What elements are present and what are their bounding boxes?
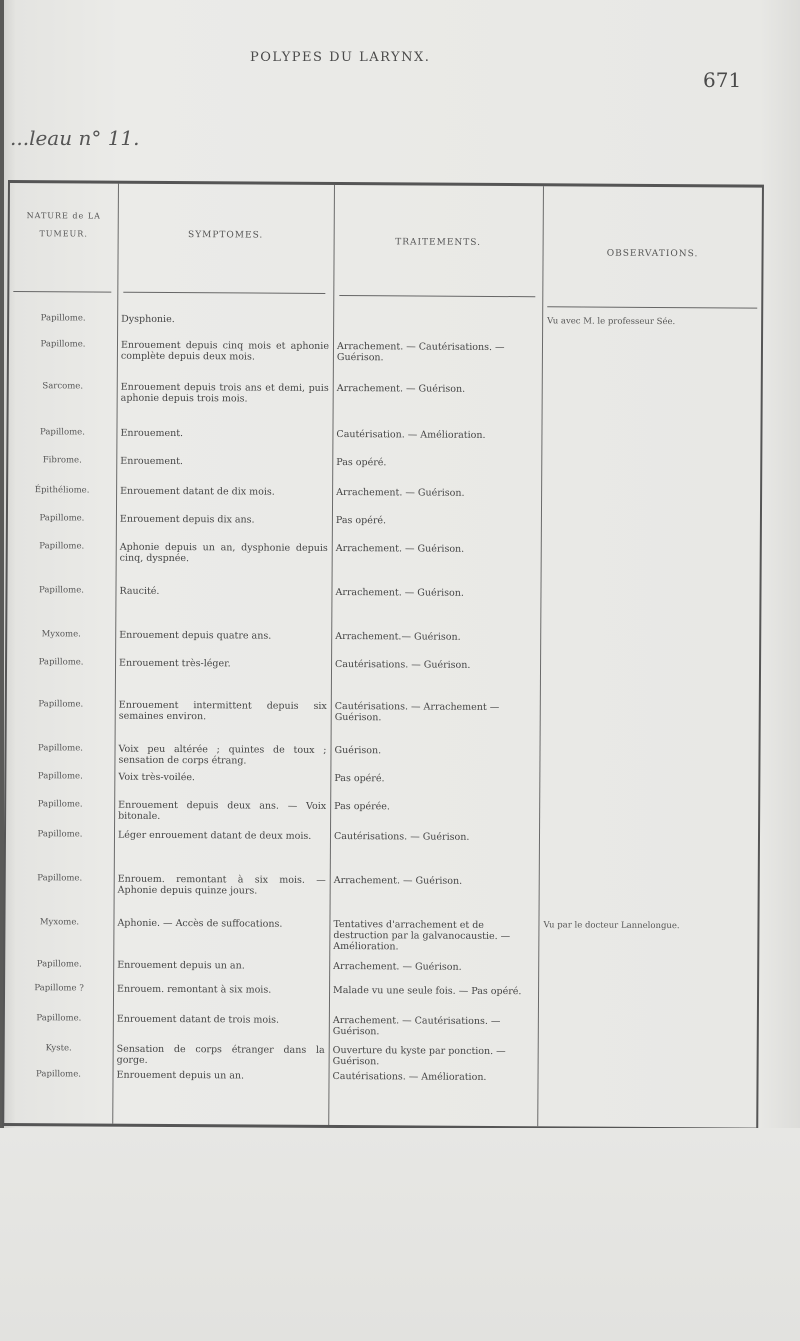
- table-cell-traitements: [337, 315, 537, 316]
- column-header-observations: OBSERVATIONS.: [606, 248, 699, 260]
- table-cell-observations: [543, 1046, 753, 1047]
- table-cell-observations: [545, 632, 755, 633]
- column-header-traitements: TRAITEMENTS.: [395, 237, 482, 248]
- header-rule: [339, 295, 535, 297]
- table-cell-traitements: Cautérisations. — Guérison.: [335, 659, 471, 671]
- table-cell-symptomes: Raucité.: [119, 585, 160, 597]
- table-cell-traitements: Cautérisations. — Arrachement — Guérison.: [334, 701, 500, 724]
- table-cell-symptomes: Aphonie depuis un an, dysphonie depuis cinq, dyspnée.: [119, 541, 328, 565]
- column-header-symptomes: SYMPTOMES.: [188, 230, 264, 241]
- column-divider: [537, 186, 544, 1126]
- table-cell-traitements: Malade vu une seule fois. — Pas opéré.: [333, 985, 522, 998]
- table-cell-traitements: Arrachement. — Guérison.: [336, 383, 466, 395]
- table-cell-nature: Papillome.: [39, 427, 85, 438]
- table-cell-observations: [545, 746, 755, 747]
- table-cell-traitements: Pas opéré.: [336, 457, 387, 469]
- table-cell-nature: Papillome ?: [34, 983, 84, 994]
- table-cell-nature: Papillome.: [39, 541, 85, 552]
- table-cell-traitements: Tentatives d'arrachement et de destruction par la galvanocaustie. — Amélioration.: [333, 919, 511, 953]
- table-cell-observations: [543, 1072, 753, 1073]
- table-cell-observations: [547, 342, 757, 343]
- table-cell-observations: [545, 702, 755, 703]
- data-table: [2, 180, 764, 1131]
- table-cell-traitements: Arrachement.— Guérison.: [335, 631, 461, 643]
- table-cell-symptomes: Enrouement depuis quatre ans.: [119, 629, 272, 642]
- table-cell-symptomes: Enrouem. remontant à six mois.: [117, 983, 272, 996]
- table-cell-observations: [546, 516, 756, 517]
- header-rule: [123, 292, 325, 294]
- table-cell-nature: Papillome.: [38, 743, 84, 754]
- table-cell-symptomes: Enrouement intermittent depuis six semaines environ.: [118, 699, 327, 723]
- table-cell-nature: Papillome.: [36, 959, 82, 970]
- table-cell-observations: [544, 832, 754, 833]
- table-cell-nature: Kyste.: [45, 1043, 72, 1054]
- table-cell-observations: [544, 876, 754, 877]
- table-cell-symptomes: Enrouement datant de trois mois.: [116, 1013, 280, 1026]
- table-cell-traitements: Guérison.: [334, 745, 382, 757]
- table-cell-symptomes: Voix peu altérée ; quintes de toux ; sensation de corps étrang.: [118, 743, 327, 767]
- table-cell-nature: Papillome.: [37, 829, 83, 840]
- header-rule: [13, 291, 111, 293]
- table-cell-observations: Vu avec M. le professeur Sée.: [547, 316, 676, 328]
- table-cell-nature: Myxome.: [39, 917, 80, 928]
- table-cell-symptomes: Enrouement.: [120, 427, 184, 440]
- table-cell-traitements: Arrachement. — Guérison.: [336, 487, 465, 499]
- table-cell-nature: Papillome.: [37, 771, 83, 782]
- table-cell-observations: [546, 488, 756, 489]
- table-cell-traitements: Cautérisations. — Guérison.: [333, 831, 470, 843]
- table-cell-traitements: Arrachement. — Guérison.: [335, 587, 464, 599]
- table-cell-symptomes: Enrouement depuis dix ans.: [119, 513, 255, 526]
- table-cell-nature: Papillome.: [37, 873, 83, 884]
- table-cell-nature: Papillome.: [40, 339, 86, 350]
- table-cell-observations: [543, 986, 753, 987]
- table-cell-nature: Papillome.: [36, 1013, 82, 1024]
- table-cell-symptomes: Sensation de corps étranger dans la gorge.: [116, 1043, 325, 1066]
- table-cell-nature: Papillome.: [37, 799, 83, 810]
- table-cell-symptomes: Enrouement très-léger.: [119, 657, 231, 670]
- table-cell-symptomes: Enrouem. remontant à six mois. — Aphonie depuis quinze jours.: [117, 873, 326, 897]
- table-cell-nature: Papillome.: [38, 699, 84, 710]
- table-cell-traitements: Ouverture du kyste par ponction. — Guérison.: [332, 1044, 506, 1068]
- table-cell-observations: [546, 588, 756, 589]
- table-cell-observations: [546, 430, 756, 431]
- page-number: 671: [703, 68, 742, 92]
- table-cell-traitements: Pas opérée.: [334, 801, 390, 813]
- table-cell-symptomes: Aphonie. — Accès de suffocations.: [117, 917, 283, 930]
- table-cell-traitements: Cautérisations. — Amélioration.: [332, 1070, 487, 1083]
- table-cell-nature: Sarcome.: [42, 381, 84, 392]
- table-cell-nature: Papillome.: [38, 657, 84, 668]
- table-cell-observations: [547, 384, 757, 385]
- table-caption: ...leau n° 11.: [10, 126, 140, 150]
- table-cell-nature: Papillome.: [38, 585, 84, 596]
- running-head: POLYPES DU LARYNX.: [250, 50, 431, 65]
- table-cell-traitements: Arrachement. — Guérison.: [335, 543, 465, 555]
- table-cell-symptomes: Enrouement depuis un an.: [117, 959, 245, 972]
- table-cell-observations: [546, 458, 756, 459]
- table-cell-observations: [543, 1016, 753, 1017]
- table-cell-traitements: Arrachement. — Guérison.: [333, 961, 462, 973]
- table-cell-traitements: Cautérisation. — Amélioration.: [336, 429, 486, 441]
- table-cell-symptomes: Léger enrouement datant de deux mois.: [117, 829, 312, 842]
- table-cell-nature: Myxome.: [41, 629, 81, 640]
- table-cell-observations: [545, 660, 755, 661]
- table-cell-symptomes: Dysphonie.: [121, 313, 175, 326]
- table-cell-observations: [546, 544, 756, 545]
- table-cell-traitements: Arrachement. — Guérison.: [333, 875, 463, 887]
- table-cell-nature: Papillome.: [36, 1069, 82, 1080]
- table-cell-observations: Vu par le docteur Lannelongue.: [543, 920, 680, 932]
- table-cell-symptomes: Enrouement depuis un an.: [116, 1069, 245, 1082]
- page-bottom-margin: [0, 1128, 800, 1341]
- table-cell-observations: [543, 962, 753, 963]
- table-cell-nature: Papillome.: [39, 513, 85, 524]
- column-header-nature: NATURE de LA TUMEUR.: [26, 211, 101, 239]
- table-cell-symptomes: Enrouement depuis cinq mois et aphonie complète depuis deux mois.: [120, 339, 330, 363]
- table-cell-traitements: Arrachement. — Cautérisations. — Guérison.: [332, 1015, 501, 1038]
- table-cell-observations: [544, 774, 754, 775]
- header-rule: [547, 306, 757, 308]
- table-cell-nature: Fibrome.: [42, 455, 82, 466]
- table-cell-traitements: Pas opéré.: [334, 773, 385, 785]
- table-cell-symptomes: Enrouement depuis deux ans. — Voix bitonale.: [118, 799, 327, 822]
- table-cell-nature: Épithéliome.: [34, 485, 90, 496]
- table-cell-symptomes: Voix très-voilée.: [118, 771, 196, 784]
- table-cell-symptomes: Enrouement depuis trois ans et demi, puis aphonie depuis trois mois.: [120, 381, 329, 405]
- column-divider: [112, 184, 119, 1124]
- table-cell-symptomes: Enrouement datant de dix mois.: [120, 485, 275, 498]
- table-cell-nature: Papillome.: [40, 313, 86, 324]
- table-cell-traitements: Arrachement. — Cautérisations. — Guérison.: [336, 341, 505, 364]
- table-cell-observations: [544, 802, 754, 803]
- table-cell-symptomes: Enrouement.: [120, 455, 183, 468]
- column-divider: [328, 185, 335, 1125]
- table-cell-traitements: Pas opéré.: [335, 515, 387, 527]
